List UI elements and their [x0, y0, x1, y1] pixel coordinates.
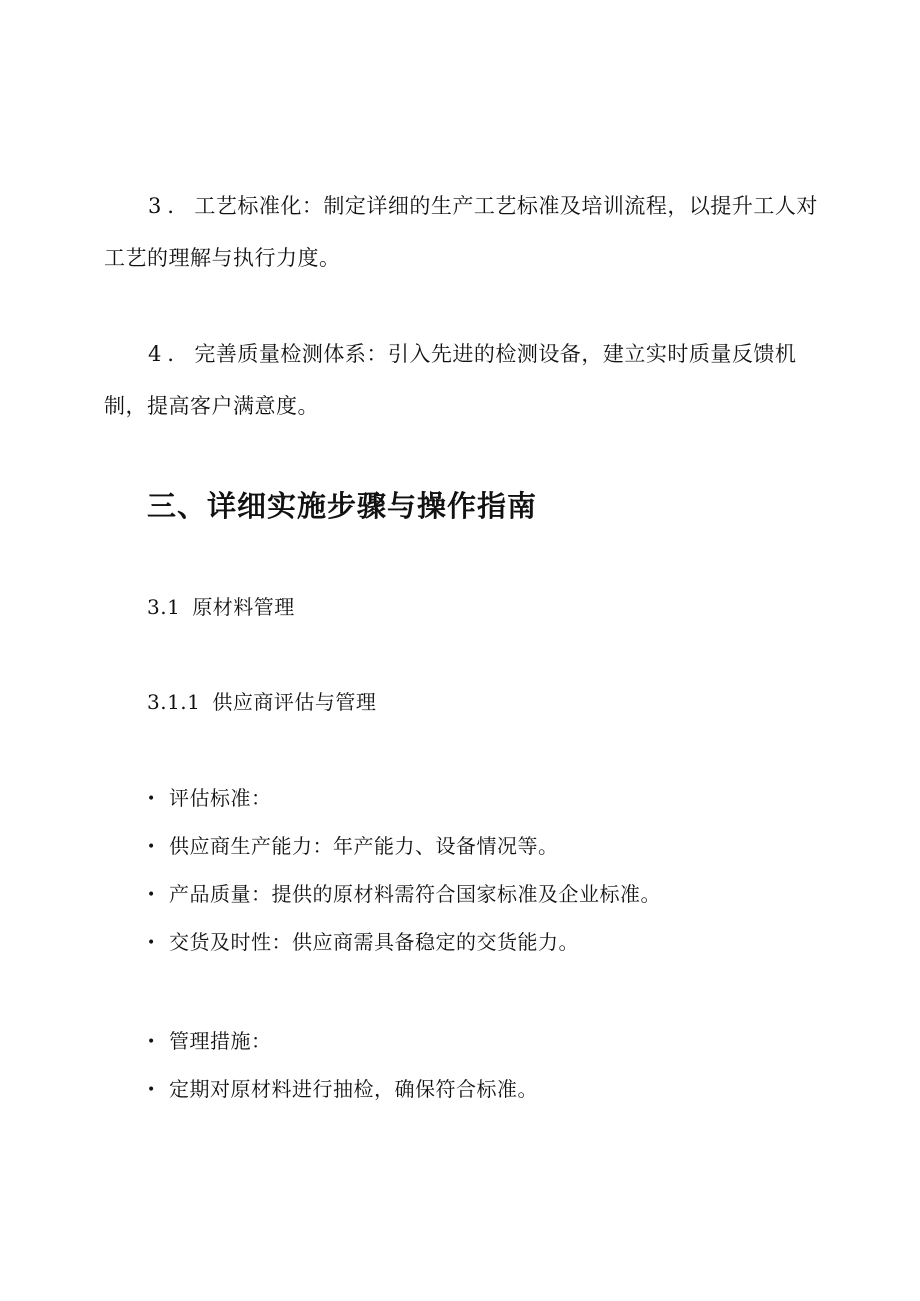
- list-item-text: 定期对原材料进行抽检，确保符合标准。: [169, 1077, 538, 1101]
- subsection-label: 原材料管理: [192, 595, 295, 619]
- list-item: [147, 830, 559, 859]
- list-item-text: 产品质量：提供的原材料需符合国家标准及企业标准。: [169, 882, 661, 906]
- bullet-icon: •: [147, 887, 156, 903]
- list-item-text: 管理措施：: [169, 1029, 272, 1053]
- list-item: [147, 1073, 538, 1102]
- subsection-title: [147, 591, 295, 620]
- item-number: 3．: [148, 194, 195, 218]
- bullet-icon: •: [147, 839, 156, 855]
- bullet-icon: •: [147, 791, 156, 807]
- subsubsection-title: [147, 686, 376, 715]
- list-item-text: 评估标准：: [169, 786, 272, 810]
- subsubsection-label: 供应商评估与管理: [212, 690, 377, 714]
- list-item: [147, 1025, 272, 1054]
- paragraph-item-3: [104, 180, 820, 284]
- list-item: [147, 782, 272, 811]
- list-item-text: 供应商生产能力：年产能力、设备情况等。: [169, 834, 559, 858]
- bullet-icon: •: [147, 1034, 156, 1050]
- paragraph-item-4: [104, 328, 820, 432]
- list-item: [147, 926, 579, 955]
- paragraph-text: 工艺标准化：制定详细的生产工艺标准及培训流程，以提升工人对工艺的理解与执行力度。: [104, 194, 818, 270]
- list-item: [147, 878, 661, 907]
- list-item-text: 交货及时性：供应商需具备稳定的交货能力。: [169, 930, 579, 954]
- subsection-number: 3.1: [147, 595, 181, 619]
- bullet-icon: •: [147, 935, 156, 951]
- bullet-icon: •: [147, 1082, 156, 1098]
- paragraph-text: 完善质量检测体系：引入先进的检测设备，建立实时质量反馈机制，提高客户满意度。: [104, 342, 797, 418]
- subsubsection-number: 3.1.1: [147, 690, 201, 714]
- section-heading: 三、详细实施步骤与操作指南: [147, 489, 538, 523]
- item-number: 4．: [148, 342, 195, 366]
